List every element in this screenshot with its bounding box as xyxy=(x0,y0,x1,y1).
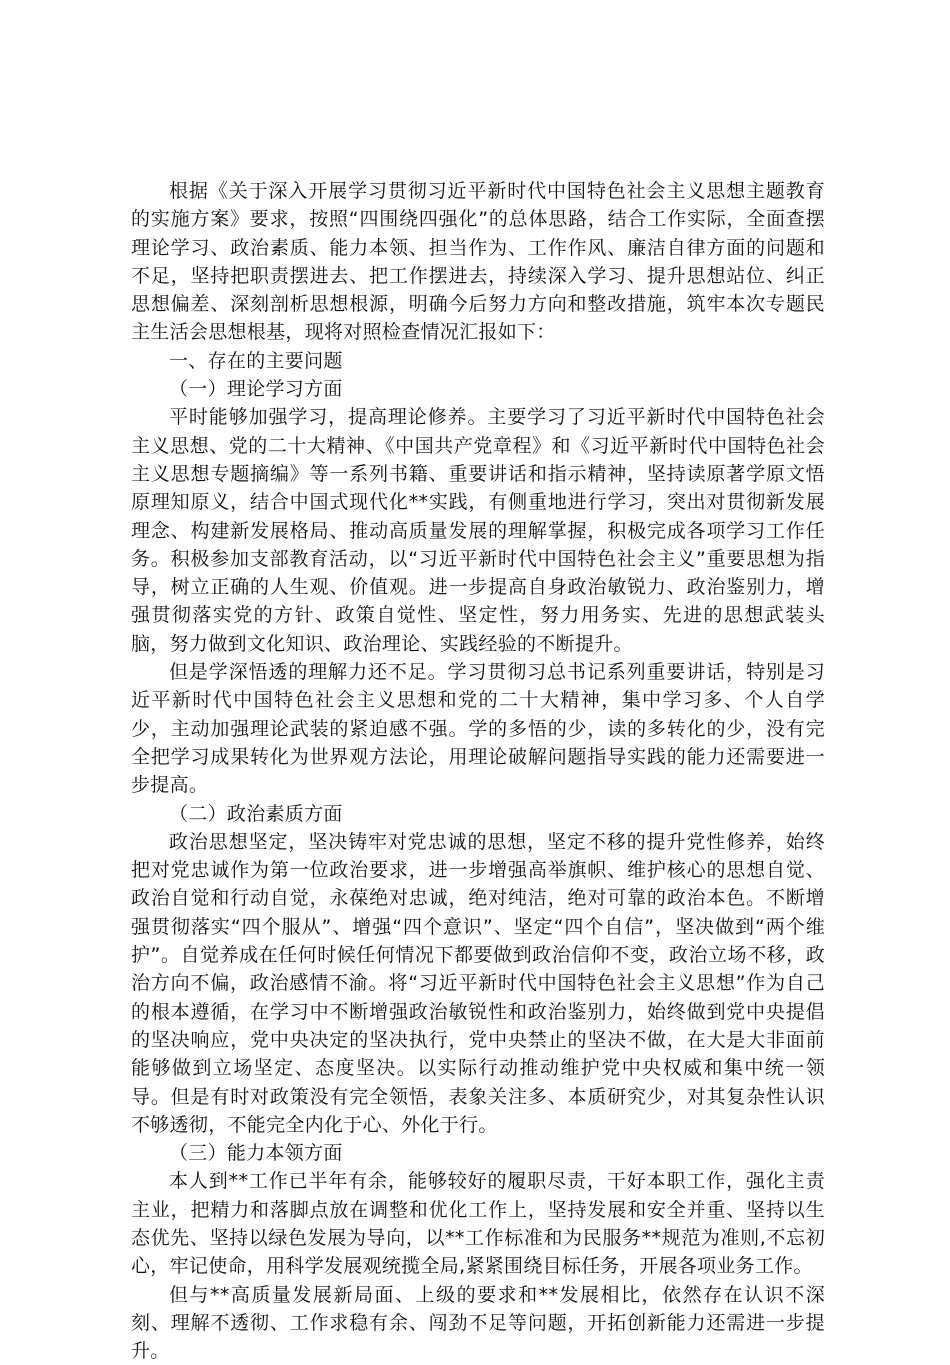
section-heading-main-problems: 一、存在的主要问题 xyxy=(169,349,343,372)
subsection-heading-theory-study: （一）理论学习方面 xyxy=(169,378,343,401)
paragraph-theory-study: 平时能够加强学习，提高理论修养。主要学习了习近平新时代中国特色社会主义思想、党的二十大精神、《中国共产党章程》和《习近平新时代中国特色社会主义思想专题摘编》等一系列书籍、重要讲话和指示精神，坚持读原著学原文悟原理知原义，结合中国式现代化**实践，有侧重地进行学习，突出对贯彻新发展理念、构建新发展格局、推动高质量发展的理解掌握，积极完成各项学习工作任务。积极参加支部教育活动，以“习近平新时代中国特色社会主义”重要思想为指导，树立正确的人生观、价值观。进一步提高自身政治敏锐力、政治鉴别力，增强贯彻落实党的方针、政策自觉性、坚定性，努力用务实、先进的思想武装头脑，努力做到文化知识、政治理论、实践经验的不断提升。 xyxy=(131,406,825,655)
subsection-heading-political-quality: （二）政治素质方面 xyxy=(169,802,343,825)
subsection-heading-ability: （三）能力本领方面 xyxy=(169,1142,343,1165)
paragraph-theory-study-shortcoming: 但是学深悟透的理解力还不足。学习贯彻习总书记系列重要讲话，特别是习近平新时代中国特色社会主义思想和党的二十大精神，集中学习多、个人自学少，主动加强理论武装的紧迫感不强。学的多悟的少，读的多转化的少，没有完全把学习成果转化为世界观方法论，用理论破解问题指导实践的能力还需要进一步提高。 xyxy=(131,661,825,797)
paragraph-ability: 本人到**工作已半年有余，能够较好的履职尽责，干好本职工作，强化主责主业，把精力和落脚点放在调整和优化工作上，坚持发展和安全并重、坚持以生态优先、坚持以绿色发展为导向，以**工作标准和为民服务**规范为准则,不忘初心，牢记使命，用科学发展观统揽全局,紧紧围绕目标任务，开展各项业务工作。 xyxy=(131,1170,825,1278)
paragraph-political-quality: 政治思想坚定，坚决铸牢对党忠诚的思想，坚定不移的提升党性修养，始终把对党忠诚作为第一位政治要求，进一步增强高举旗帜、维护核心的思想自觉、政治自觉和行动自觉，永葆绝对忠诚，绝对纯洁，绝对可靠的政治本色。不断增强贯彻落实“四个服从”、增强“四个意识”、坚定“四个自信”，坚决做到“两个维护”。自觉养成在任何时候任何情况下都要做到政治信仰不变，政治立场不移，政治方向不偏，政治感情不渝。将“习近平新时代中国特色社会主义思想”作为自己的根本遵循，在学习中不断增强政治敏锐性和政治鉴别力，始终做到党中央提倡的坚决响应，党中央决定的坚决执行，党中央禁止的坚决不做，在大是大非面前能够做到立场坚定、态度坚决。以实际行动推动维护党中央权威和集中统一领导。但是有时对政策没有完全领悟，表象关注多、本质研究少，对其复杂性认识不够透彻，不能完全内化于心、外化于行。 xyxy=(131,830,825,1136)
paragraph-ability-shortcoming: 但与**高质量发展新局面、上级的要求和**发展相比，依然存在认识不深刻、理解不透彻、工作求稳有余、闯劲不足等问题，开拓创新能力还需进一步提升。 xyxy=(131,1283,825,1363)
intro-paragraph: 根据《关于深入开展学习贯彻习近平新时代中国特色社会主义思想主题教育的实施方案》要求，按照“四围绕四强化”的总体思路，结合工作实际，全面查摆理论学习、政治素质、能力本领、担当作为、工作作风、廉洁自律方面的问题和不足，坚持把职责摆进去、把工作摆进去，持续深入学习、提升思想站位、纠正思想偏差、深刻剖析思想根源，明确今后努力方向和整改措施，筑牢本次专题民主生活会思想根基，现将对照检查情况汇报如下： xyxy=(131,180,825,344)
document-body xyxy=(131,177,825,1365)
